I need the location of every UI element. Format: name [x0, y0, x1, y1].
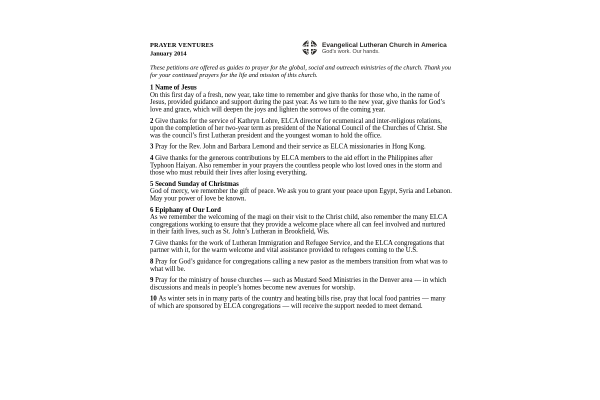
logo-text	[322, 40, 447, 55]
entry-heading: 6 Epiphany of Our Lord	[150, 205, 221, 214]
prayer-entry	[150, 154, 452, 176]
entry-number: 2	[150, 116, 156, 125]
entry-text	[150, 91, 452, 113]
entry-number: 8	[150, 257, 156, 266]
entry-text	[150, 277, 452, 292]
entry-copy: Give thanks for the service of Kathryn Lohre, ELCA director for ecumenical and inter-religious relations, upon the completion of her two-year term as president of the National Council of the Churches of Christ. She was the council’s first Lutheran president and the youngest woman to hold the office.	[150, 116, 448, 139]
logo-tagline: God’s work. Our hands.	[322, 48, 380, 55]
entry-text	[150, 239, 452, 254]
entry-copy: God of mercy, we remember the gift of peace. We ask you to grant your peace upon Egypt, Syria and Lebanon. May your power of love be known.	[150, 187, 452, 202]
elca-globe-cross-icon	[302, 40, 318, 56]
entry-number: 10	[150, 294, 159, 303]
entry-text	[150, 295, 452, 310]
prayer-entry	[150, 277, 452, 292]
prayer-entry	[150, 180, 452, 202]
prayer-entry	[150, 295, 452, 310]
prayer-entries	[150, 84, 452, 310]
prayer-entry	[150, 117, 452, 139]
prayer-entry	[150, 206, 452, 235]
entry-number: 7	[150, 238, 156, 247]
entry-text	[150, 188, 452, 203]
prayer-entry	[150, 143, 452, 150]
entry-copy: Pray for the Rev. John and Barbara Lemond and their service as ELCA missionaries in Hong Kong.	[155, 142, 426, 151]
prayer-ventures-document	[150, 41, 452, 314]
entry-text	[150, 258, 452, 273]
document-date: January 2014	[150, 50, 187, 57]
entry-copy: Give thanks for the generous contributions by ELCA members to the aid effort in the Philippines after Typhoon Haiyan. Also remember in your prayers the countless people who lost loved ones in the storm and those who must rebuild their lives after losing everything.	[150, 153, 442, 177]
entry-copy: Pray for God’s guidance for congregations calling a new pastor as the members transition from what was to what will be.	[150, 257, 448, 273]
entry-heading: 1 Name of Jesus	[150, 83, 197, 92]
entry-number: 4	[150, 153, 156, 162]
prayer-entry	[150, 84, 452, 113]
entry-heading: 5 Second Sunday of Christmas	[150, 179, 239, 188]
entry-text	[150, 214, 452, 236]
document-title: PRAYER VENTURES	[150, 41, 214, 49]
entry-text	[150, 154, 452, 176]
entry-text	[150, 117, 452, 139]
prayer-entry	[150, 258, 452, 273]
entry-number: 9	[150, 276, 156, 284]
entry-text	[150, 143, 452, 150]
document-header	[150, 41, 452, 59]
entry-copy: Pray for the ministry of house churches — such as Mustard Seed Ministries in the Denver area — in which discussions and meals in people’s homes become new avenues for worship.	[150, 276, 447, 291]
entry-copy: As winter sets in in many parts of the country and heating bills rise, pray that local food pantries — many of which are sponsored by ELCA congregations — will receive the support needed to meet demand.	[150, 294, 446, 310]
entry-copy: On this first day of a fresh, new year, take time to remember and give thanks for those who, in the name of Jesus, provided guidance and support during the past year. As we turn to the new year, give thanks for God’s love and grace, which will deepen the joys and lighten the sorrows of the coming year.	[150, 90, 445, 113]
entry-copy: Give thanks for the work of Lutheran Immigration and Refugee Service, and the ELCA congregations that partner with it, for the warm welcome and vital assistance provided to refugees coming to the U.S.	[150, 238, 445, 254]
intro-note: These petitions are offered as guides to prayer for the global, social and outreach ministries of the church. Thank you for your continued prayers for the life and mission of this church.	[150, 64, 451, 79]
elca-logo	[302, 40, 447, 56]
entry-copy: As we remember the welcoming of the magi on their visit to the Christ child, also remember the many ELCA congregations working to ensure that they provide a welcome place where all can feel involved and nurtured in their faith lives, such as St. John’s Lutheran in Brookfield, Wis.	[150, 213, 448, 236]
entry-number: 3	[150, 142, 156, 151]
prayer-entry	[150, 239, 452, 254]
logo-org-name: Evangelical Lutheran Church in America	[322, 41, 447, 49]
